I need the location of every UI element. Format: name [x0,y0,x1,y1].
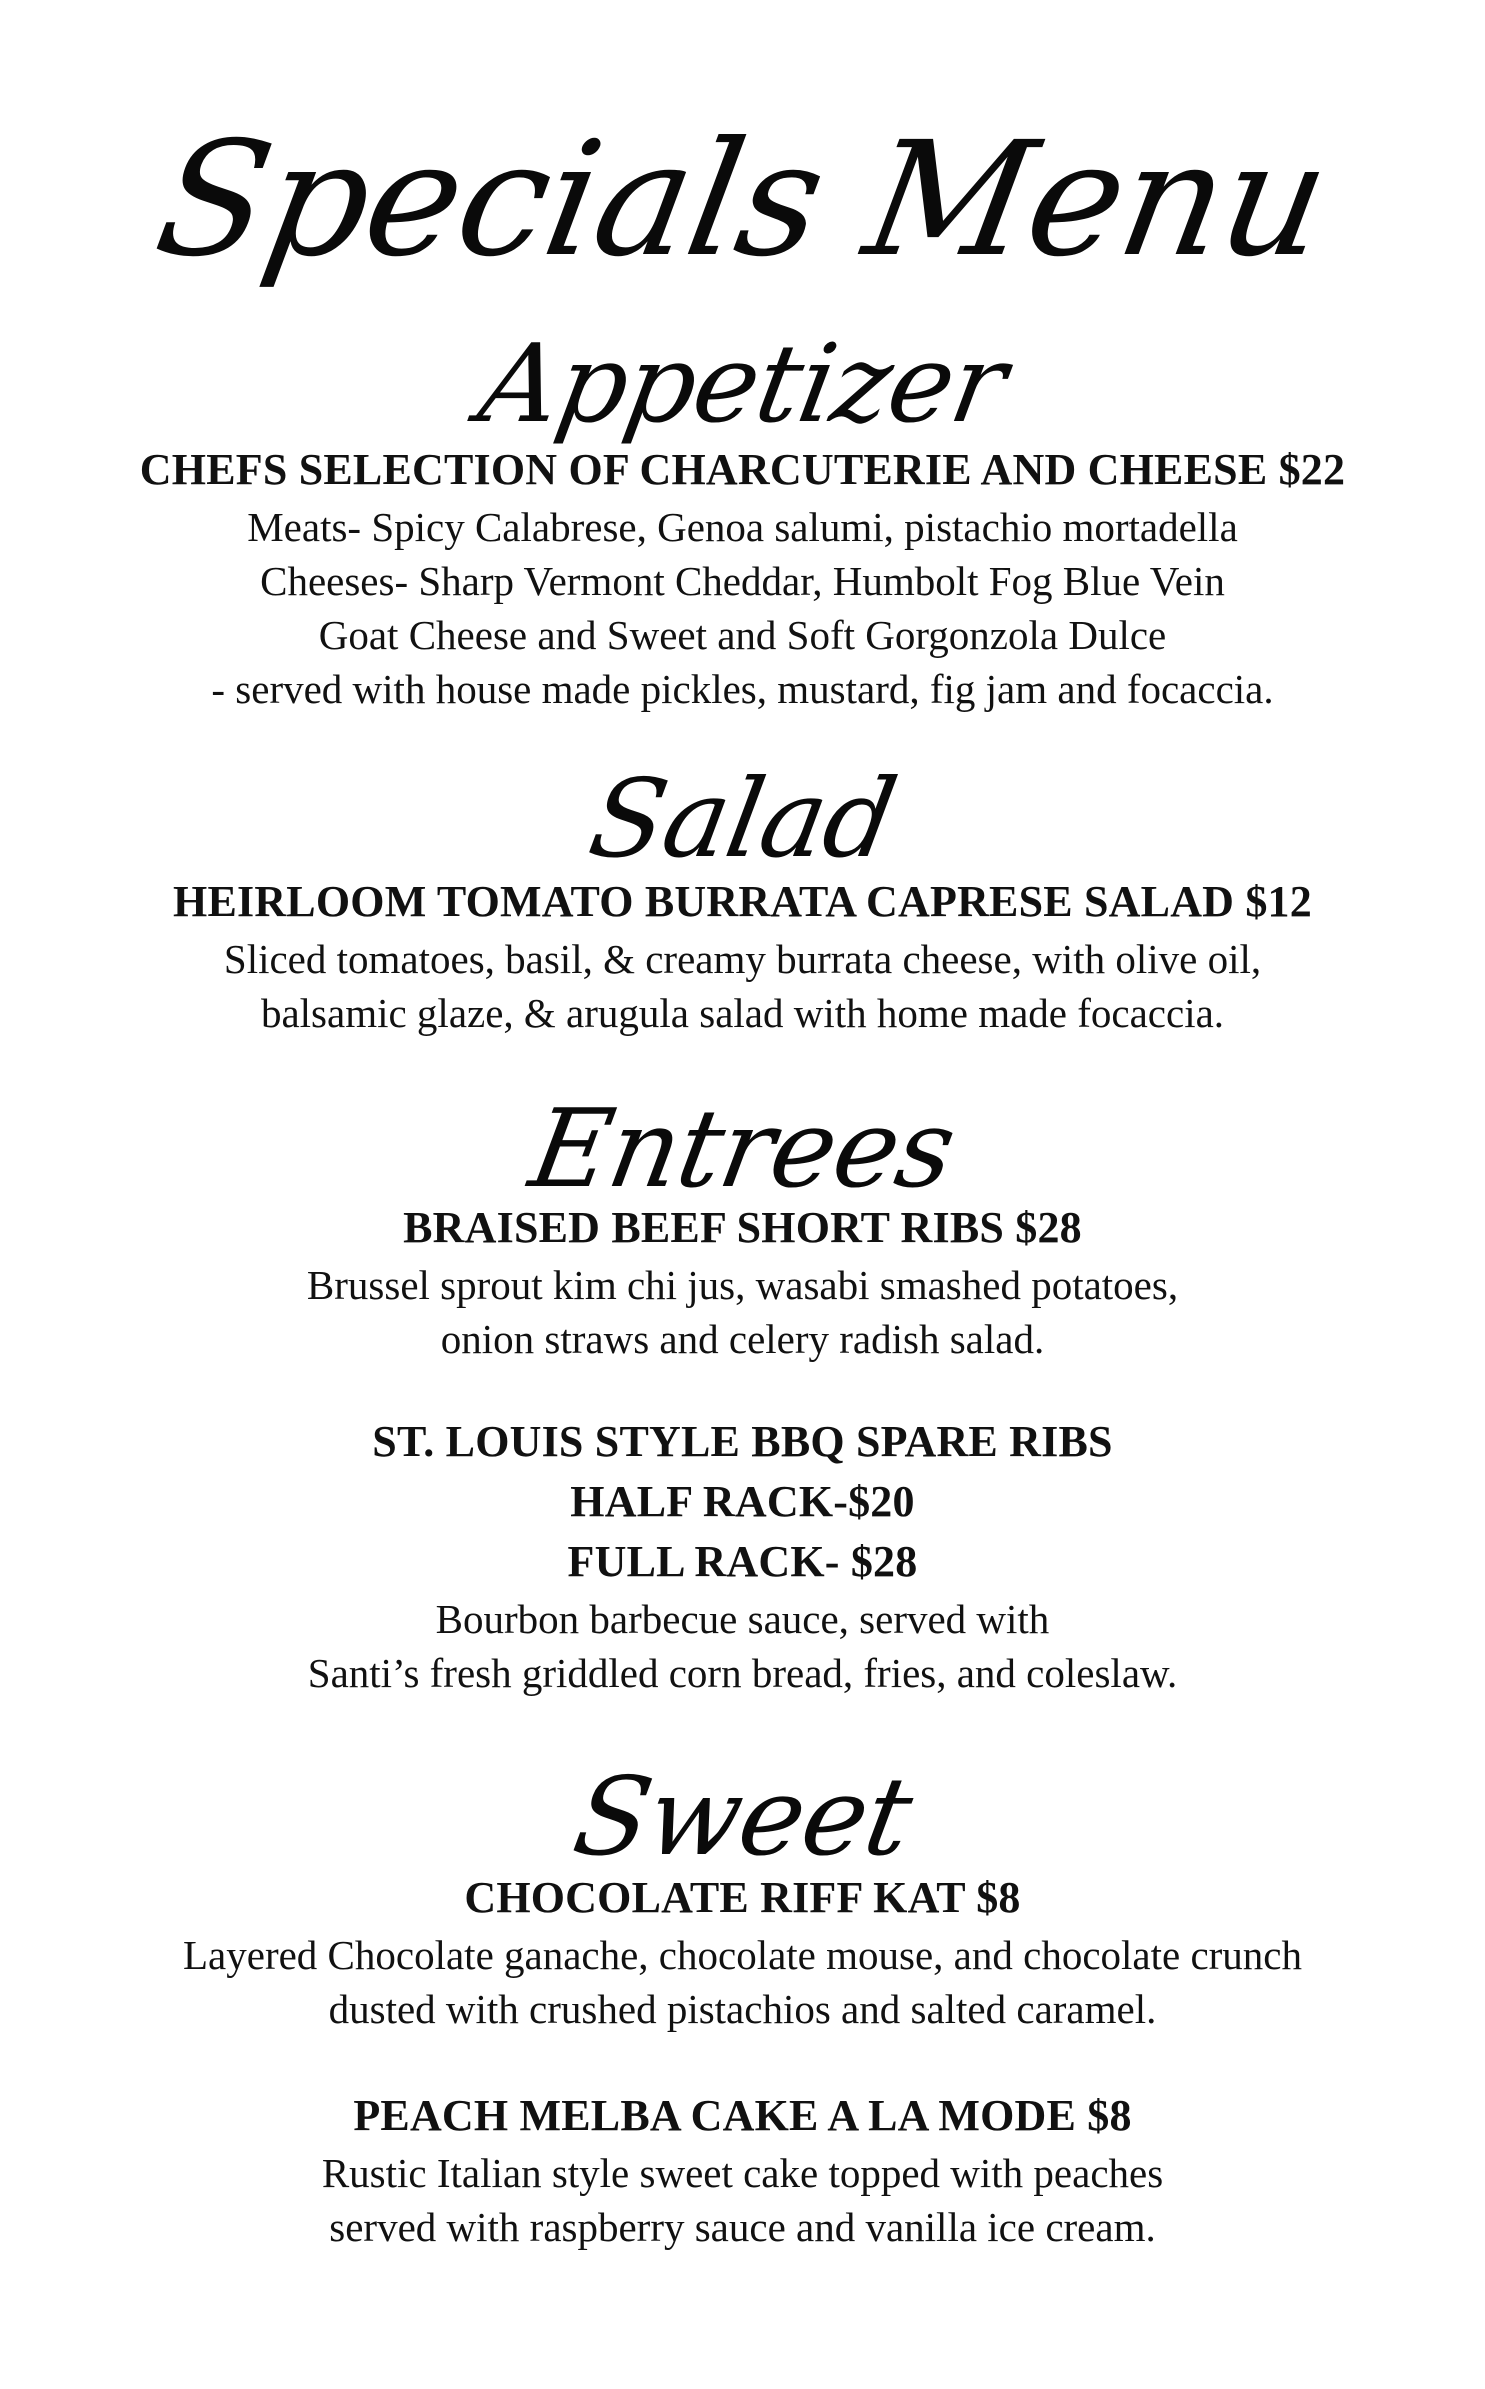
description-line: onion straws and celery radish salad. [440,1316,1045,1362]
item-description [60,1928,1425,2036]
menu-item-charcuterie [60,440,1425,716]
description-line: Layered Chocolate ganache, chocolate mouse, and chocolate crunch [183,1932,1302,1978]
menu-item-peach-melba [60,2086,1425,2254]
item-name: PEACH MELBA CAKE A LA MODE $8 [353,2091,1132,2140]
description-line: Santi’s fresh griddled corn bread, fries, and coleslaw. [307,1650,1178,1696]
description-line: Bourbon barbecue sauce, served with [435,1596,1050,1642]
menu-item-caprese-salad [60,872,1425,1040]
description-line: Goat Cheese and Sweet and Soft Gorgonzola Dulce [318,612,1167,658]
item-description [60,1258,1425,1366]
item-description [60,500,1425,716]
description-line: Meats- Spicy Calabrese, Genoa salumi, pistachio mortadella [247,504,1238,550]
menu-item-short-ribs [60,1198,1425,1366]
description-line: dusted with crushed pistachios and salted caramel. [328,1986,1157,2032]
menu-title: Specials Menu [144,108,1341,292]
description-line: Sliced tomatoes, basil, & creamy burrata cheese, with olive oil, [223,936,1262,982]
menu-item-riff-kat [60,1868,1425,2036]
menu-item-spare-ribs [60,1412,1425,1700]
item-name: CHOCOLATE RIFF KAT $8 [464,1873,1021,1922]
section-heading-appetizer: Appetizer [470,322,1015,447]
item-name: BRAISED BEEF SHORT RIBS $28 [403,1203,1082,1252]
item-name-line: ST. LOUIS STYLE BBQ SPARE RIBS [372,1417,1113,1466]
description-line: Brussel sprout kim chi jus, wasabi smashed potatoes, [306,1262,1179,1308]
section-heading-sweet: Sweet [565,1755,920,1880]
item-description [60,1592,1425,1700]
description-line: served with raspberry sauce and vanilla ice cream. [329,2204,1156,2250]
description-line: balsamic glaze, & arugula salad with home made focaccia. [260,990,1225,1036]
item-name: CHEFS SELECTION OF CHARCUTERIE AND CHEESE $22 [139,445,1346,494]
item-name-line: FULL RACK- $28 [567,1537,918,1586]
description-line: - served with house made pickles, mustard, fig jam and focaccia. [211,666,1274,712]
item-description [60,932,1425,1040]
section-heading-salad: Salad [580,757,905,882]
item-description [60,2146,1425,2254]
section-heading-entrees: Entrees [521,1087,964,1212]
description-line: Cheeses- Sharp Vermont Cheddar, Humbolt Fog Blue Vein [260,558,1225,604]
description-line: Rustic Italian style sweet cake topped with peaches [321,2150,1164,2196]
item-name [60,1412,1425,1592]
item-name: HEIRLOOM TOMATO BURRATA CAPRESE SALAD $12 [173,877,1312,926]
item-name-line: HALF RACK-$20 [570,1477,915,1526]
